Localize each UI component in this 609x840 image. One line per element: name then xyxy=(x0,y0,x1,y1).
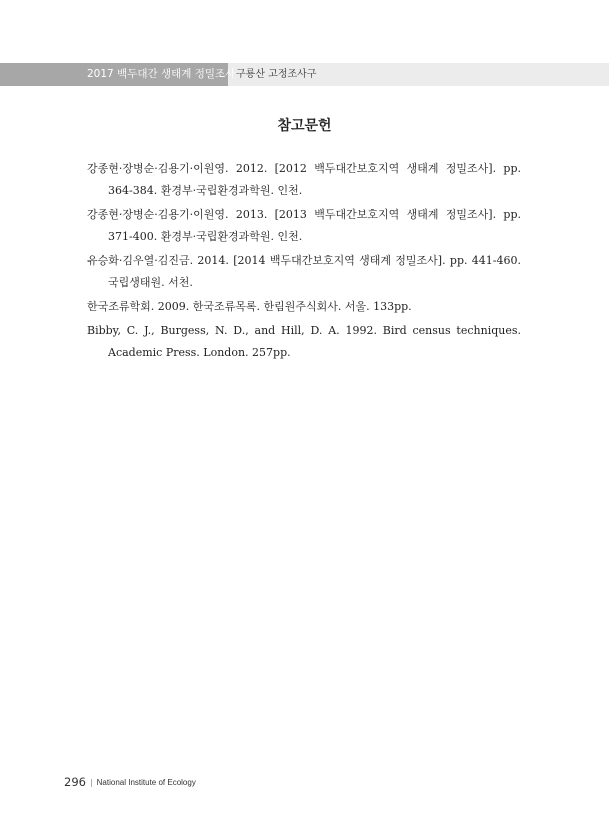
reference-item: 강종현·장병순·김용기·이원영. 2013. [2013 백두대간보호지역 생태계 정밀조사]. pp. 371-400. 환경부·국립환경과학원. 인천. xyxy=(87,208,521,243)
page-footer xyxy=(64,771,196,790)
page-title: 참고문헌 xyxy=(277,118,332,134)
footer-separator: | xyxy=(89,778,93,787)
page-number: 296 xyxy=(64,775,86,789)
reference-list xyxy=(87,158,521,366)
header-section-tag: 2017 백두대간 생태계 정밀조사 xyxy=(0,63,228,86)
reference-item: 유승화·김우열·김진금. 2014. [2014 백두대간보호지역 생태계 정밀조사]. pp. 441-460. 국립생태원. 서천. xyxy=(87,254,521,289)
header-subsection: 구룡산 고정조사구 xyxy=(236,69,317,80)
reference-item: 한국조류학회. 2009. 한국조류목록. 한림원주식회사. 서울. 133pp. xyxy=(87,300,412,313)
reference-item: 강종현·장병순·김용기·이원영. 2012. [2012 백두대간보호지역 생태계 정밀조사]. pp. 364-384. 환경부·국립환경과학원. 인천. xyxy=(87,162,521,197)
reference-item: Bibby, C. J., Burgess, N. D., and Hill, D. A. 1992. Bird census techniques. Academic Press. London. 257pp. xyxy=(87,324,521,359)
footer-institute: National Institute of Ecology xyxy=(96,778,196,787)
